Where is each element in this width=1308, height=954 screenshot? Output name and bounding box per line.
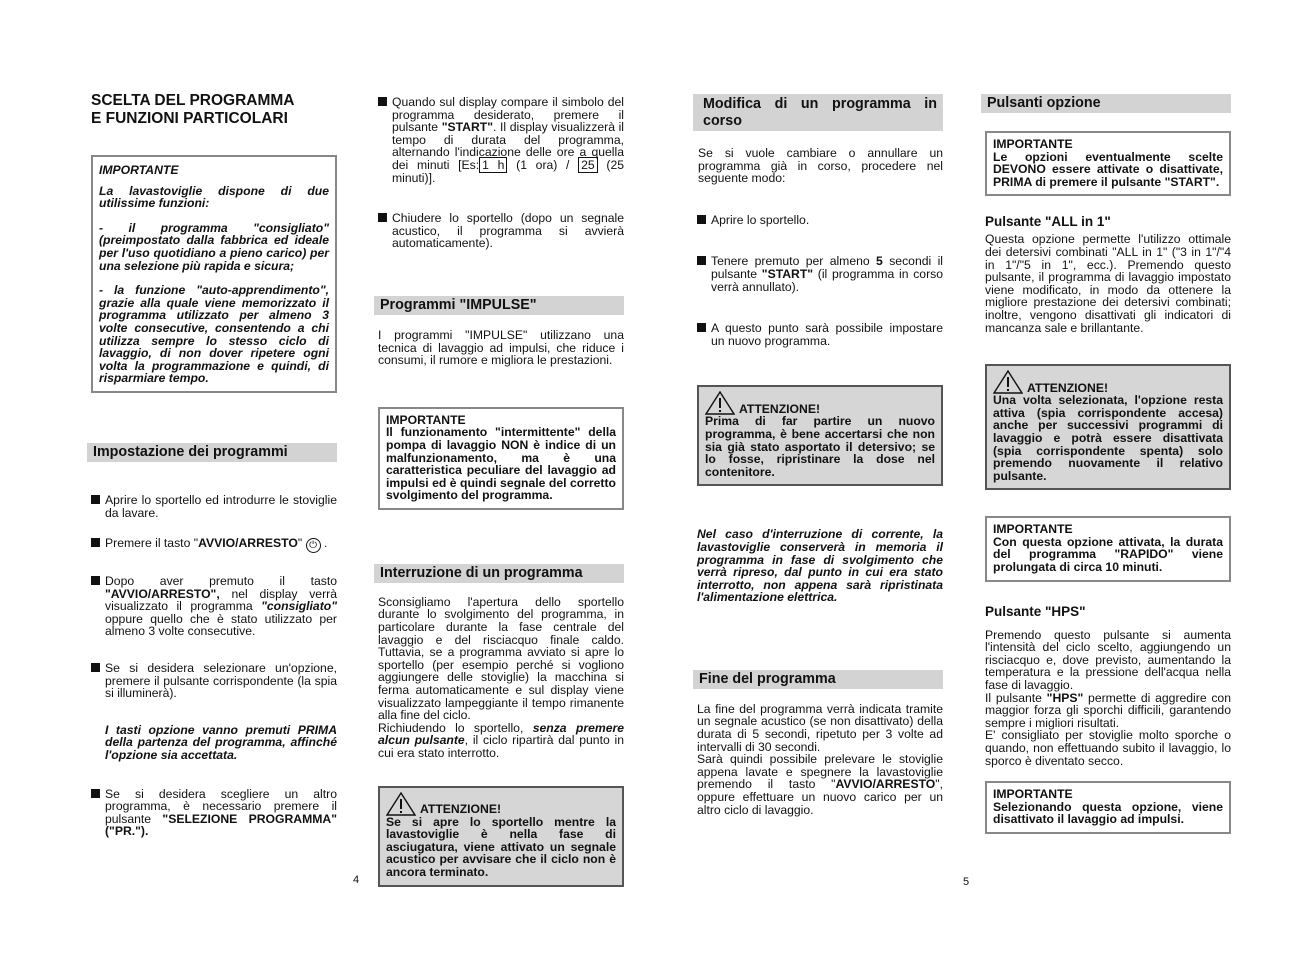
allin1-text: Questa opzione permette l'utilizzo ottimale dei detersivi combinati "ALL in 1" ("3 in 1"/"4 in 1"/"5 in 1", ecc.). Premendo questo pulsante, il programma di lavaggio impostato viene modificato, in modo da ottenere la migliore prestazione dei detersivi combinati; inoltre, vengono disattivati gli indicatori di mancanza sale e brillantante.: [985, 232, 1231, 335]
fine-text2-post: ", oppure effettuare un nuovo carico per un altro ciclo di lavaggio.: [697, 777, 943, 817]
importante-box-impulsi: [985, 781, 1231, 834]
importante-heading: IMPORTANTE: [386, 412, 466, 427]
fine-text2: [697, 753, 943, 816]
bullet-text: .: [323, 536, 328, 551]
attenzione-box-opzione: [985, 364, 1231, 490]
note-interruzione-corrente: Nel caso d'interruzione di corrente, la lavastoviglie conserverà in memoria il programma in fase di svolgimento che verrà ripreso, dal punto in cui era stato interrotto, non appena sarà ripristinata l'alimentazione elettrica.: [697, 527, 943, 605]
importante-text: Le opzioni eventualmente scelte DEVONO essere attivate o disattivate, PRIMA di premere il pulsante "START".: [993, 149, 1223, 189]
bullet-square-icon: [697, 256, 706, 265]
richiudendo-post: , il ciclo ripartirà dal punto in cui era stato interrotto.: [378, 733, 624, 760]
page5-column1: [697, 92, 943, 816]
bullet-text-bold: "START": [441, 120, 493, 135]
bullet-text-bold: "AVVIO/ARRESTO",: [105, 586, 220, 601]
bullet-square-icon: [91, 663, 100, 672]
importante-text: Con questa opzione attivata, la durata del programma "RAPIDO" viene prolungata di circa 10 minuti.: [993, 534, 1223, 575]
section-heading-impostazione: Impostazione dei programmi: [87, 443, 337, 462]
bullet-square-icon: [378, 97, 387, 106]
bullet-text: ": [297, 536, 303, 551]
fine-text2-pre: Sarà quindi possibile prelevare le stoviglie appena lavate e spegnere la lavastoviglie premendo il tasto ": [697, 752, 943, 792]
section-heading-fine: Fine del programma: [693, 670, 943, 689]
importante-heading: IMPORTANTE: [993, 787, 1073, 802]
impulse-text: I programmi "IMPULSE" utilizzano una tecnica di lavaggio ad impulsi, che riduce i consumi, il rumore e migliora le prestazioni.: [378, 327, 624, 368]
attenzione-text: Una volta selezionata, l'opzione resta attiva (spia corrispondente accesa) anche per successivi programmi di lavaggio e potrà essere disattivata (spia corrispondente spenta) solo premendo nuovamente il relativo pulsante.: [993, 393, 1223, 483]
interruzione-text: Sconsigliamo l'apertura dello sportello durante lo svolgimento del programma, in particolare durante la fase centrale del lavaggio e del risciacquo finale caldo. Tuttavia, se a programma avviato si apre lo sportello (per esempio perché si vogliono aggiungere delle stoviglie) la macchina si ferma automaticamente e sul display viene visualizzato lampeggiante il tempo rimanente alla fine del ciclo.: [378, 594, 624, 723]
subheading-allin1: Pulsante "ALL in 1": [985, 214, 1111, 230]
bullet-text-bolditalic: "consigliato": [261, 599, 337, 614]
bullet-text: Quando sul display compare il simbolo del programma desiderato, premere il pulsante: [392, 95, 624, 135]
section-heading-opzione: Pulsanti opzione: [981, 94, 1231, 113]
bullet-square-icon: [91, 576, 100, 585]
bullet-square-icon: [697, 215, 706, 224]
title-line2: E FUNZIONI PARTICOLARI: [91, 109, 288, 127]
bullet-text-bold: AVVIO/ARRESTO: [198, 536, 298, 551]
bullet-text: secondi il pulsante: [711, 254, 943, 281]
list-item: [378, 96, 624, 184]
bullet-square-icon: [91, 495, 100, 504]
title-line1: SCELTA DEL PROGRAMMA: [91, 92, 295, 109]
page-number: 4: [353, 874, 360, 886]
attenzione-text: Prima di far partire un nuovo programma, è bene accertarsi che non sia già stato asportato il detersivo; se lo fosse, ripristinare la dose nel contenitore.: [705, 414, 935, 479]
list-item: [91, 575, 337, 638]
hps-text2-post: permette di aggredire con maggior forza gli sporchi difficili, garantendo sempre i migliori risultati.: [985, 690, 1231, 730]
list-item: [91, 788, 337, 838]
note-tasti-opzione: I tasti opzione vanno premuti PRIMA della partenza del programma, affinché l'opzione sia accettata.: [105, 722, 337, 763]
section-heading-interruzione: Interruzione di un programma: [374, 564, 624, 583]
warning-triangle-icon: [386, 792, 416, 816]
hps-text2-bold: "HPS": [1046, 690, 1084, 705]
display-minutes-box: 25: [578, 157, 598, 173]
importante-text: Il funzionamento "intermittente" della pompa di lavaggio NON è indice di un malfunzionamento, ma è una caratteristica peculiare del lavaggio ad impulsi ed è quindi segnale del corretto svolgimento del programma.: [386, 425, 616, 503]
bullet-text: (1 ora) /: [507, 157, 579, 172]
list-item: [91, 662, 337, 700]
bullet-text-bold: 5: [876, 254, 883, 269]
bullet-text: Premere il tasto ": [105, 536, 199, 551]
bullet-square-icon: [91, 538, 100, 547]
page-number: 5: [963, 876, 970, 888]
importante-para2: - il programma "consigliato" (preimpostato dalla fabbrica ed ideale per l'uso quotidiano a pieno carico) per una selezione più rapida e sicura;: [99, 220, 329, 273]
richiudendo-text: [378, 722, 624, 760]
list-item: [697, 322, 943, 347]
list-item: [697, 255, 943, 293]
power-icon: ⏻: [306, 538, 321, 553]
page4-column2: [378, 92, 624, 887]
attenzione-header: [705, 391, 935, 415]
hps-text3: E' consigliato per stoviglie molto sporche o quando, non effettuando subito il lavaggio, lo sporco è diventato secco.: [985, 728, 1231, 768]
attenzione-box-detersivo: [697, 385, 943, 486]
bullet-text: Chiudere lo sportello (dopo un segnale acustico, il programma si avvierà automaticamente).: [392, 211, 624, 251]
bullet-text: . Il display visualizzerà il tempo di durata del programma, alternando l'indicazione delle ore a quella dei minuti [Es:: [392, 120, 625, 172]
bullet-text: (25 minuti)].: [392, 157, 624, 185]
importante-box-impulse: [378, 407, 624, 510]
section-heading-modifica: Modifica di un programma in corso: [693, 94, 943, 131]
hps-text2-pre: Il pulsante: [985, 690, 1047, 705]
attenzione-heading: ATTENZIONE!: [420, 802, 502, 816]
attenzione-box-asciugatura: [378, 786, 624, 887]
importante-box-rapido: [985, 516, 1231, 581]
subheading-hps: Pulsante "HPS": [985, 603, 1086, 619]
richiudendo-bolditalic: senza premere alcun pulsante: [378, 720, 624, 748]
warning-triangle-icon: [993, 370, 1023, 394]
bullet-text: Se si desidera selezionare un'opzione, premere il pulsante corrispondente (la spia si illuminerà).: [105, 661, 337, 701]
list-item: [378, 212, 624, 250]
importante-box-functions: [91, 155, 337, 393]
modifica-text: Se si vuole cambiare o annullare un programma già in corso, procedere nel seguente modo:: [698, 146, 943, 186]
warning-triangle-icon: [705, 391, 735, 415]
bullet-square-icon: [378, 213, 387, 222]
fine-text2-bold: AVVIO/ARRESTO: [835, 777, 936, 792]
fine-text1: La fine del programma verrà indicata tramite un segnale acustico (se non disattivato) della durata di 5 secondi, ripetuto per 3 volte ad intervalli di 30 secondi.: [697, 701, 943, 754]
importante-para1: La lavastoviglie dispone di due utilissime funzioni:: [99, 183, 329, 211]
list-item: [91, 537, 337, 553]
attenzione-text: Se si apre lo sportello mentre la lavastoviglie è nella fase di asciugatura, viene attivato un segnale acustico per avvisare che il ciclo non è ancora terminato.: [386, 814, 616, 879]
bullet-text-bold: "SELEZIONE PROGRAMMA" ("PR.").: [105, 811, 337, 839]
importante-heading: IMPORTANTE: [993, 137, 1073, 151]
bullet-text: Aprire lo sportello.: [711, 212, 810, 227]
page5-column2: [985, 92, 1231, 834]
attenzione-header: [993, 370, 1223, 394]
attenzione-header: [386, 792, 616, 816]
hps-text2: [985, 692, 1231, 730]
importante-heading: IMPORTANTE: [99, 163, 179, 177]
attenzione-heading: ATTENZIONE!: [739, 401, 821, 416]
page-title: [91, 92, 337, 127]
bullet-text: A questo punto sarà possibile impostare un nuovo programma.: [711, 321, 943, 348]
importante-box-opzioni: [985, 131, 1231, 196]
bullet-text: (il programma in corso verrà annullato).: [711, 266, 943, 294]
bullet-text: nel display verrà visualizzato il programma: [105, 586, 337, 614]
bullet-text: Tenere premuto per almeno: [711, 254, 877, 269]
bullet-text: Se si desidera scegliere un altro programma, è necessario premere il pulsante: [105, 786, 337, 826]
bullet-text: Dopo aver premuto il tasto: [105, 574, 337, 589]
bullet-text: oppure quello che è stato utilizzato per almeno 3 volte consecutive.: [105, 611, 337, 639]
bullet-square-icon: [697, 323, 706, 332]
section-heading-impulse: Programmi "IMPULSE": [374, 296, 624, 315]
richiudendo-pre: Richiudendo lo sportello,: [378, 720, 533, 735]
bullet-square-icon: [91, 789, 100, 798]
list-item: [91, 494, 337, 519]
bullet-text-bold: "START": [761, 266, 814, 281]
bullet-text: Aprire lo sportello ed introdurre le stoviglie da lavare.: [105, 492, 337, 520]
display-hours-box: 1 h: [479, 157, 507, 173]
list-item: [697, 214, 943, 227]
attenzione-heading: ATTENZIONE!: [1027, 380, 1109, 395]
page4-column1: [91, 92, 337, 838]
importante-para3: - la funzione "auto-apprendimento", grazie alla quale viene memorizzato il programma utilizzato per almeno 3 volte consecutive, consentendo a chi utilizza sempre lo stesso ciclo di lavaggio, di non dover ripetere ogni volta la programmazione e quindi, di risparmiare tempo.: [99, 283, 329, 386]
importante-text: Selezionando questa opzione, viene disattivato il lavaggio ad impulsi.: [993, 799, 1223, 827]
importante-heading: IMPORTANTE: [993, 522, 1073, 537]
hps-text1: Premendo questo pulsante si aumenta l'intensità del ciclo scelto, aggiungendo un risciacquo e, dove previsto, aumentando la temperatura e la pressione dell'acqua nella fase di lavaggio.: [985, 627, 1231, 693]
